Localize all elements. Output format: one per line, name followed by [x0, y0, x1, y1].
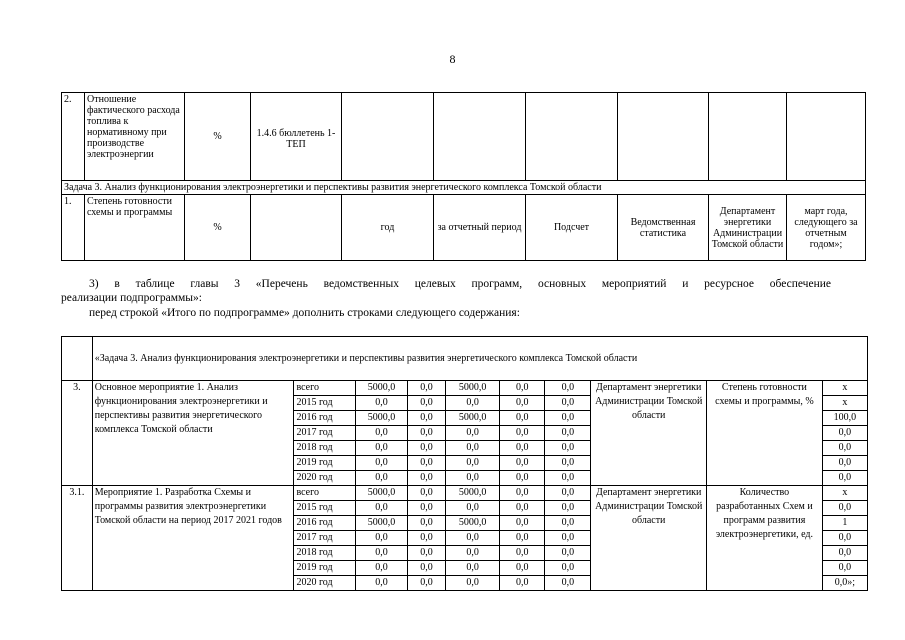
value-cell: 0,0: [545, 486, 591, 501]
statistics-cell: Ведомственная статистика: [618, 195, 709, 261]
task-header-row: [62, 181, 866, 195]
indicator-value: 0,0: [822, 531, 867, 546]
value-cell: 0,0: [445, 456, 499, 471]
unit-cell: %: [185, 195, 251, 261]
value-cell: 0,0: [408, 546, 446, 561]
table-row: [62, 93, 866, 181]
value-cell: 0,0: [355, 396, 407, 411]
value-cell: 0,0: [355, 456, 407, 471]
year-cell: 2018 год: [294, 546, 355, 561]
value-cell: 0,0: [545, 561, 591, 576]
empty-cell: [709, 93, 787, 181]
table-row: [62, 381, 868, 396]
task-header: Задача 3. Анализ функционирования электроэнергетики и перспективы развития энергетического комплекса Томской области: [62, 181, 866, 195]
page-number: 8: [449, 52, 456, 66]
measure-name: Основное мероприятие 1. Анализ функционирования электроэнергетики и перспективы развития энергетического комплекса Томской области: [92, 381, 294, 486]
empty-cell: [787, 93, 866, 181]
task-header: «Задача 3. Анализ функционирования электроэнергетики и перспективы развития энергетического комплекса Томской области: [92, 337, 867, 381]
value-cell: 5000,0: [355, 486, 407, 501]
value-cell: 0,0: [500, 576, 545, 591]
value-cell: 0,0: [408, 531, 446, 546]
empty-cell: [618, 93, 709, 181]
value-cell: 0,0: [445, 426, 499, 441]
value-cell: 0,0: [445, 396, 499, 411]
indicator-name: Степень готовности схемы и программы: [85, 195, 185, 261]
value-cell: 0,0: [545, 411, 591, 426]
empty-cell: [526, 93, 618, 181]
year-cell: 2020 год: [294, 471, 355, 486]
indicator-value: 0,0: [822, 501, 867, 516]
value-cell: 0,0: [408, 396, 446, 411]
program-table: [61, 336, 868, 591]
year-cell: 2015 год: [294, 501, 355, 516]
indicator-table: [61, 92, 866, 261]
indicator-value: 0,0: [822, 471, 867, 486]
value-cell: 0,0: [545, 426, 591, 441]
value-cell: 0,0: [408, 576, 446, 591]
value-cell: 0,0: [545, 441, 591, 456]
value-cell: 0,0: [408, 501, 446, 516]
value-cell: 5000,0: [445, 516, 499, 531]
value-cell: 5000,0: [355, 381, 407, 396]
unit-cell: %: [185, 93, 251, 181]
value-cell: 0,0: [500, 411, 545, 426]
empty-cell: [251, 195, 342, 261]
row-number: 1.: [62, 195, 85, 261]
empty-cell: [342, 93, 434, 181]
method-cell: Подсчет: [526, 195, 618, 261]
value-cell: 0,0: [355, 561, 407, 576]
value-cell: 0,0: [355, 471, 407, 486]
value-cell: 0,0: [500, 381, 545, 396]
indicator-name: Количество разработанных Схем и программ развития электроэнергетики, ед.: [707, 486, 823, 591]
value-cell: 0,0: [445, 546, 499, 561]
indicator-value: 0,0: [822, 456, 867, 471]
indicator-name: Отношение фактического расхода топлива к нормативному при производстве электроэнергии: [85, 93, 185, 181]
value-cell: 0,0: [445, 561, 499, 576]
indicator-value: 0,0»;: [822, 576, 867, 591]
indicator-value: 0,0: [822, 561, 867, 576]
indicator-value: х: [822, 486, 867, 501]
table-row: [62, 195, 866, 261]
value-cell: 0,0: [408, 456, 446, 471]
value-cell: 5000,0: [445, 411, 499, 426]
row-number: 2.: [62, 93, 85, 181]
indicator-value: 1: [822, 516, 867, 531]
value-cell: 0,0: [545, 381, 591, 396]
value-cell: 0,0: [355, 441, 407, 456]
value-cell: 0,0: [408, 516, 446, 531]
year-cell: 2019 год: [294, 456, 355, 471]
value-cell: 0,0: [408, 441, 446, 456]
year-cell: 2016 год: [294, 516, 355, 531]
year-cell: 2020 год: [294, 576, 355, 591]
value-cell: 0,0: [445, 441, 499, 456]
indicator-value: 0,0: [822, 546, 867, 561]
year-cell: 2018 год: [294, 441, 355, 456]
indicator-name: Степень готовности схемы и программы, %: [707, 381, 823, 486]
paragraph-amendment-cont: реализации подпрограммы»:: [61, 292, 202, 304]
department-cell: Департамент энергетики Администрации Томской области: [591, 486, 707, 591]
year-cell: 2017 год: [294, 426, 355, 441]
source-cell: 1.4.6 бюллетень 1-ТЕП: [251, 93, 342, 181]
value-cell: 0,0: [408, 471, 446, 486]
value-cell: 0,0: [355, 501, 407, 516]
year-cell: 2017 год: [294, 531, 355, 546]
value-cell: 0,0: [545, 576, 591, 591]
indicator-value: х: [822, 381, 867, 396]
value-cell: 0,0: [545, 516, 591, 531]
row-number: 3.: [62, 381, 93, 486]
value-cell: 0,0: [408, 411, 446, 426]
value-cell: 0,0: [408, 381, 446, 396]
value-cell: 5000,0: [355, 516, 407, 531]
value-cell: 0,0: [500, 486, 545, 501]
department-cell: Департамент энергетики Администрации Томской области: [709, 195, 787, 261]
value-cell: 0,0: [500, 531, 545, 546]
table-row: [62, 486, 868, 501]
value-cell: 5000,0: [445, 381, 499, 396]
year-cell: всего: [294, 381, 355, 396]
measure-name: Мероприятие 1. Разработка Схемы и программы развития электроэнергетики Томской области на период 2017 2021 годов: [92, 486, 294, 591]
value-cell: 0,0: [408, 486, 446, 501]
paragraph-amendment: 3) в таблице главы 3 «Перечень ведомственных целевых программ, основных мероприятий и ресурсное обеспечение: [89, 278, 831, 290]
year-cell: 2015 год: [294, 396, 355, 411]
value-cell: 0,0: [500, 561, 545, 576]
value-cell: 0,0: [545, 456, 591, 471]
indicator-value: 0,0: [822, 426, 867, 441]
value-cell: 0,0: [545, 501, 591, 516]
value-cell: 0,0: [500, 396, 545, 411]
value-cell: 0,0: [355, 546, 407, 561]
value-cell: 0,0: [408, 561, 446, 576]
empty-cell: [434, 93, 526, 181]
task-header-row: [62, 337, 868, 381]
indicator-value: 0,0: [822, 441, 867, 456]
value-cell: 5000,0: [355, 411, 407, 426]
deadline-cell: март года, следующего за отчетным годом»;: [787, 195, 866, 261]
year-cell: 2019 год: [294, 561, 355, 576]
value-cell: 5000,0: [445, 486, 499, 501]
value-cell: 0,0: [355, 426, 407, 441]
value-cell: 0,0: [355, 576, 407, 591]
value-cell: 0,0: [445, 471, 499, 486]
department-cell: Департамент энергетики Администрации Томской области: [591, 381, 707, 486]
value-cell: 0,0: [545, 531, 591, 546]
row-number: 3.1.: [62, 486, 93, 591]
value-cell: 0,0: [500, 441, 545, 456]
value-cell: 0,0: [545, 471, 591, 486]
value-cell: 0,0: [500, 501, 545, 516]
value-cell: 0,0: [500, 471, 545, 486]
paragraph-insert: перед строкой «Итого по подпрограмме» дополнить строками следующего содержания:: [89, 307, 520, 319]
indicator-value: 100,0: [822, 411, 867, 426]
value-cell: 0,0: [408, 426, 446, 441]
year-cell: 2016 год: [294, 411, 355, 426]
date-cell: за отчетный период: [434, 195, 526, 261]
empty-cell: [62, 337, 93, 381]
value-cell: 0,0: [445, 576, 499, 591]
value-cell: 0,0: [500, 546, 545, 561]
value-cell: 0,0: [355, 531, 407, 546]
year-cell: всего: [294, 486, 355, 501]
value-cell: 0,0: [445, 501, 499, 516]
value-cell: 0,0: [500, 426, 545, 441]
value-cell: 0,0: [545, 546, 591, 561]
value-cell: 0,0: [500, 516, 545, 531]
period-cell: год: [342, 195, 434, 261]
value-cell: 0,0: [445, 531, 499, 546]
value-cell: 0,0: [500, 456, 545, 471]
value-cell: 0,0: [545, 396, 591, 411]
indicator-value: х: [822, 396, 867, 411]
